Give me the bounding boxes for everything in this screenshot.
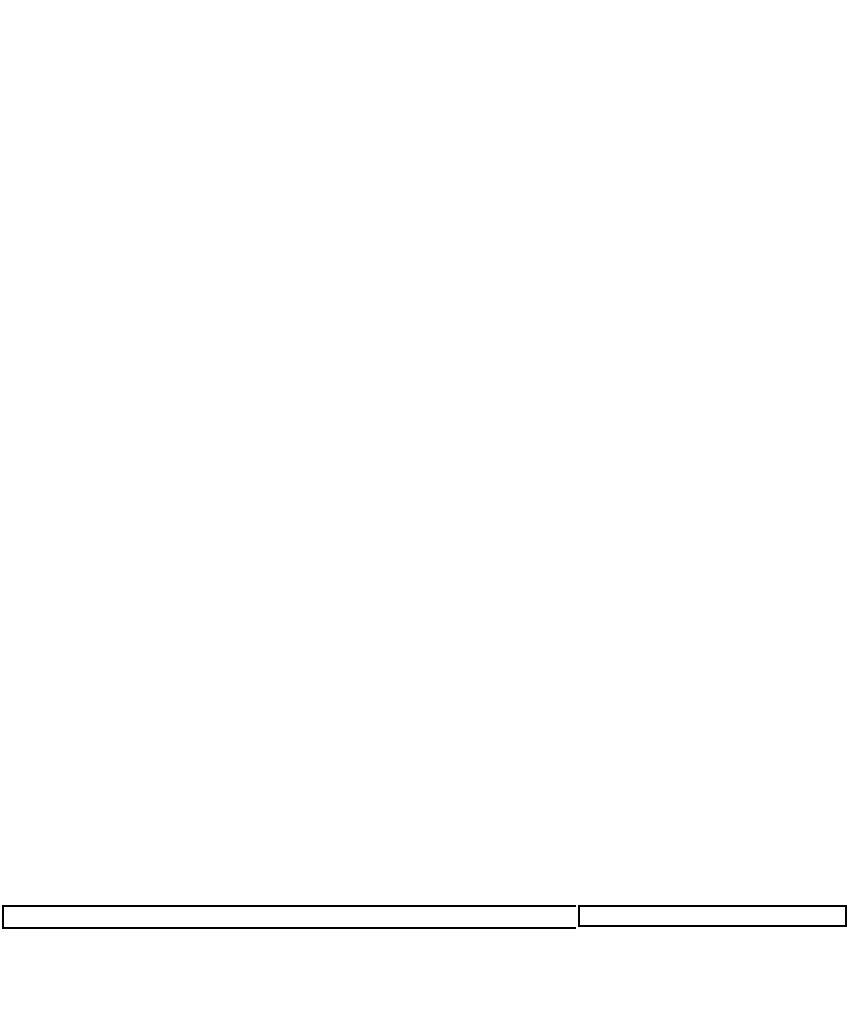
legend-font-title <box>580 907 845 925</box>
legend-background-title <box>2 905 576 927</box>
legend-font <box>578 905 847 927</box>
legend-background <box>2 905 576 929</box>
